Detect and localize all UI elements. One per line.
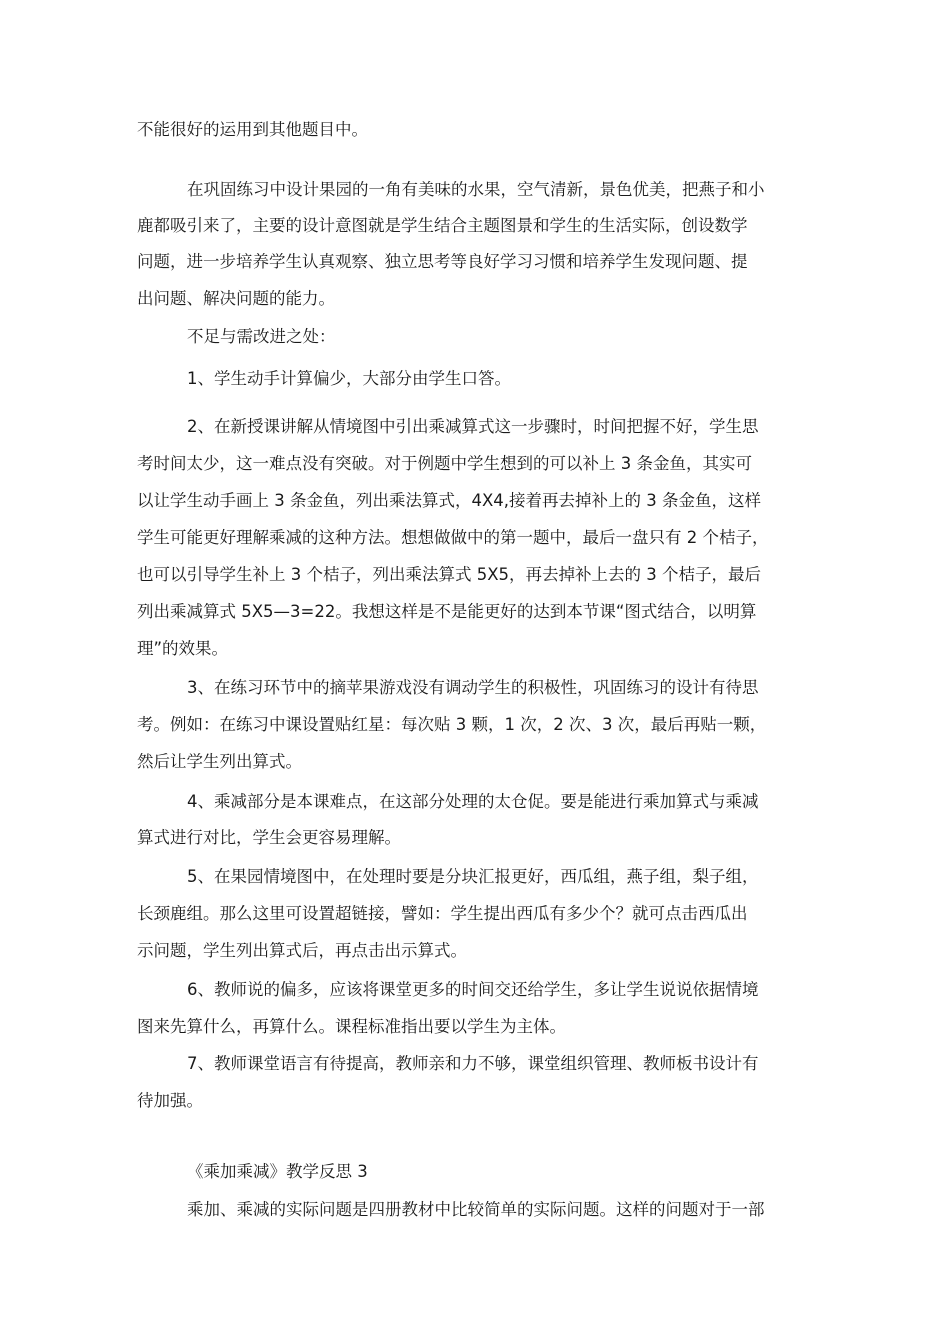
paragraph-line: 乘加、乘减的实际问题是四册教材中比较简单的实际问题。这样的问题对于一部 bbox=[187, 1200, 765, 1219]
list-item: 4、乘减部分是本课难点，在这部分处理的太仓促。要是能进行乘加算式与乘减 bbox=[187, 792, 759, 811]
paragraph-line: 待加强。 bbox=[137, 1091, 203, 1110]
paragraph-line: 图来先算什么，再算什么。课程标准指出要以学生为主体。 bbox=[137, 1017, 566, 1036]
list-item: 2、在新授课讲解从情境图中引出乘减算式这一步骤时，时间把握不好，学生思 bbox=[187, 417, 759, 436]
paragraph-line: 理”的效果。 bbox=[137, 639, 229, 658]
paragraph-line: 考。例如：在练习中课设置贴红星：每次贴 3 颗，1 次，2 次、3 次，最后再贴一颗， bbox=[137, 715, 767, 734]
paragraph-line: 学生可能更好理解乘减的这种方法。想想做做中的第一题中，最后一盘只有 2 个桔子， bbox=[137, 528, 769, 547]
paragraph-line: 问题，进一步培养学生认真观察、独立思考等良好学习习惯和培养学生发现问题、提 bbox=[137, 252, 748, 271]
section-heading: 不足与需改进之处： bbox=[187, 327, 336, 346]
paragraph-line: 不能很好的运用到其他题目中。 bbox=[137, 120, 368, 139]
paragraph-line: 在巩固练习中设计果园的一角有美味的水果，空气清新，景色优美，把燕子和小 bbox=[187, 180, 765, 199]
paragraph-line: 也可以引导学生补上 3 个桔子，列出乘法算式 5X5，再去掉补上去的 3 个桔子，最后 bbox=[137, 565, 762, 584]
paragraph-line: 示问题，学生列出算式后，再点击出示算式。 bbox=[137, 941, 467, 960]
paragraph-line: 以让学生动手画上 3 条金鱼，列出乘法算式，4X4,接着再去掉补上的 3 条金鱼，这样 bbox=[137, 491, 762, 510]
section-title: 《乘加乘减》教学反思 3 bbox=[187, 1162, 368, 1181]
list-item: 6、教师说的偏多，应该将课堂更多的时间交还给学生，多让学生说说依据情境 bbox=[187, 980, 759, 999]
list-item: 5、在果园情境图中，在处理时要是分块汇报更好，西瓜组，燕子组，梨子组， bbox=[187, 867, 759, 886]
paragraph-line: 鹿都吸引来了，主要的设计意图就是学生结合主题图景和学生的生活实际，创设数学 bbox=[137, 216, 748, 235]
list-item: 1、学生动手计算偏少，大部分由学生口答。 bbox=[187, 369, 511, 388]
list-item: 7、教师课堂语言有待提高，教师亲和力不够，课堂组织管理、教师板书设计有 bbox=[187, 1054, 759, 1073]
paragraph-line: 考时间太少，这一难点没有突破。对于例题中学生想到的可以补上 3 条金鱼，其实可 bbox=[137, 454, 752, 473]
paragraph-line: 出问题、解决问题的能力。 bbox=[137, 289, 335, 308]
list-item: 3、在练习环节中的摘苹果游戏没有调动学生的积极性，巩固练习的设计有待思 bbox=[187, 678, 759, 697]
paragraph-line: 长颈鹿组。那么这里可设置超链接，譬如：学生提出西瓜有多少个？就可点击西瓜出 bbox=[137, 904, 748, 923]
paragraph-line: 列出乘减算式 5X5—3=22。我想这样是不是能更好的达到本节课“图式结合，以明算 bbox=[137, 602, 757, 621]
paragraph-line: 然后让学生列出算式。 bbox=[137, 752, 302, 771]
paragraph-line: 算式进行对比，学生会更容易理解。 bbox=[137, 828, 401, 847]
